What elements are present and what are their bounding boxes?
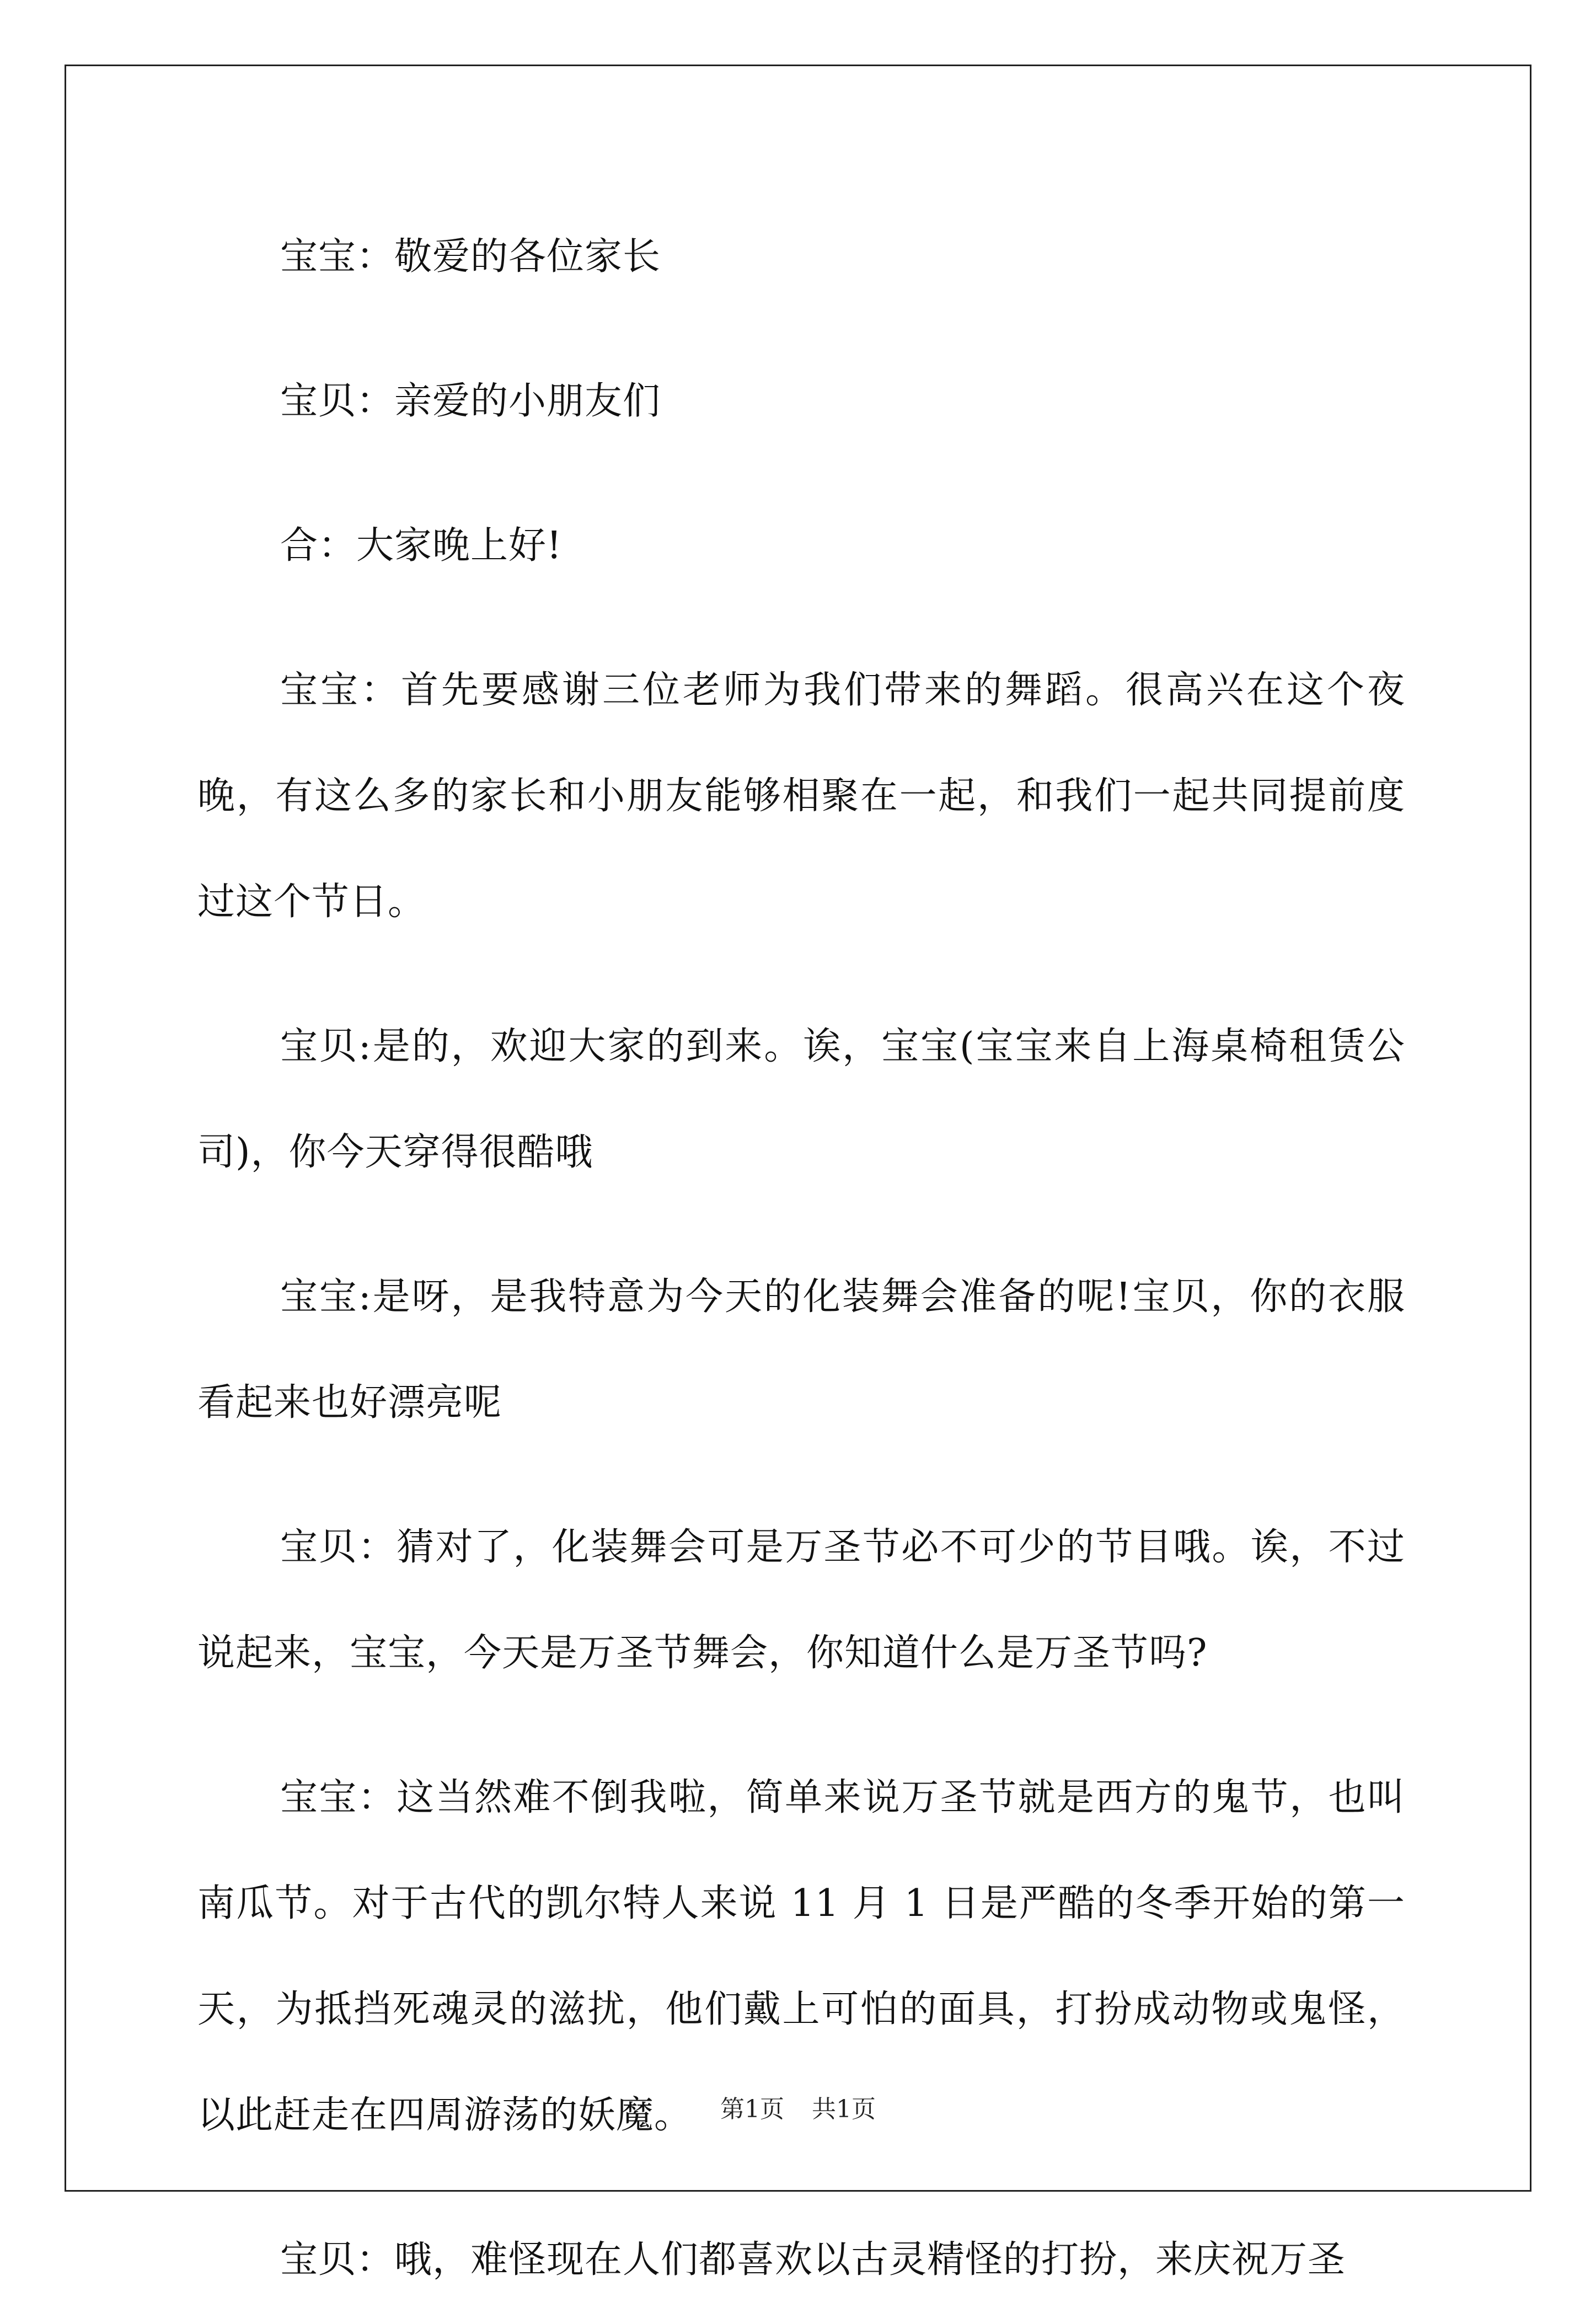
paragraph: 宝宝：敬爱的各位家长 [280, 235, 661, 279]
paragraph: 宝贝：哦，难怪现在人们都喜欢以古灵精怪的打扮，来庆祝万圣 [280, 2238, 1346, 2282]
paragraph: 宝贝：猜对了，化装舞会可是万圣节必不可少的节目哦。诶，不过说起来，宝宝，今天是万圣节舞会，你知道什么是万圣节吗? [197, 1525, 1405, 1675]
page-footer [0, 2093, 1596, 2126]
document-body [197, 204, 1405, 2313]
page-number: 第1页 [720, 2095, 784, 2123]
paragraph: 宝贝:是的，欢迎大家的到来。诶，宝宝(宝宝来自上海桌椅租赁公司)，你今天穿得很酷哦 [197, 1025, 1405, 1174]
paragraph: 宝宝:是呀，是我特意为今天的化装舞会准备的呢!宝贝，你的衣服看起来也好漂亮呢 [197, 1275, 1405, 1425]
paragraph: 合：大家晚上好! [280, 524, 563, 567]
paragraph: 宝宝：这当然难不倒我啦，简单来说万圣节就是西方的鬼节，也叫南瓜节。对于古代的凯尔特人来说 11 月 1 日是严酷的冬季开始的第一天，为抵挡死魂灵的滋扰，他们戴上可怕的面具，打扮成动物或鬼怪，以此赶走在四周游荡的妖魔。 [197, 1776, 1405, 2137]
page-total: 共1页 [812, 2095, 876, 2123]
paragraph: 宝贝：亲爱的小朋友们 [280, 379, 661, 423]
paragraph: 宝宝：首先要感谢三位老师为我们带来的舞蹈。很高兴在这个夜晚，有这么多的家长和小朋友能够相聚在一起，和我们一起共同提前度过这个节日。 [197, 668, 1405, 924]
